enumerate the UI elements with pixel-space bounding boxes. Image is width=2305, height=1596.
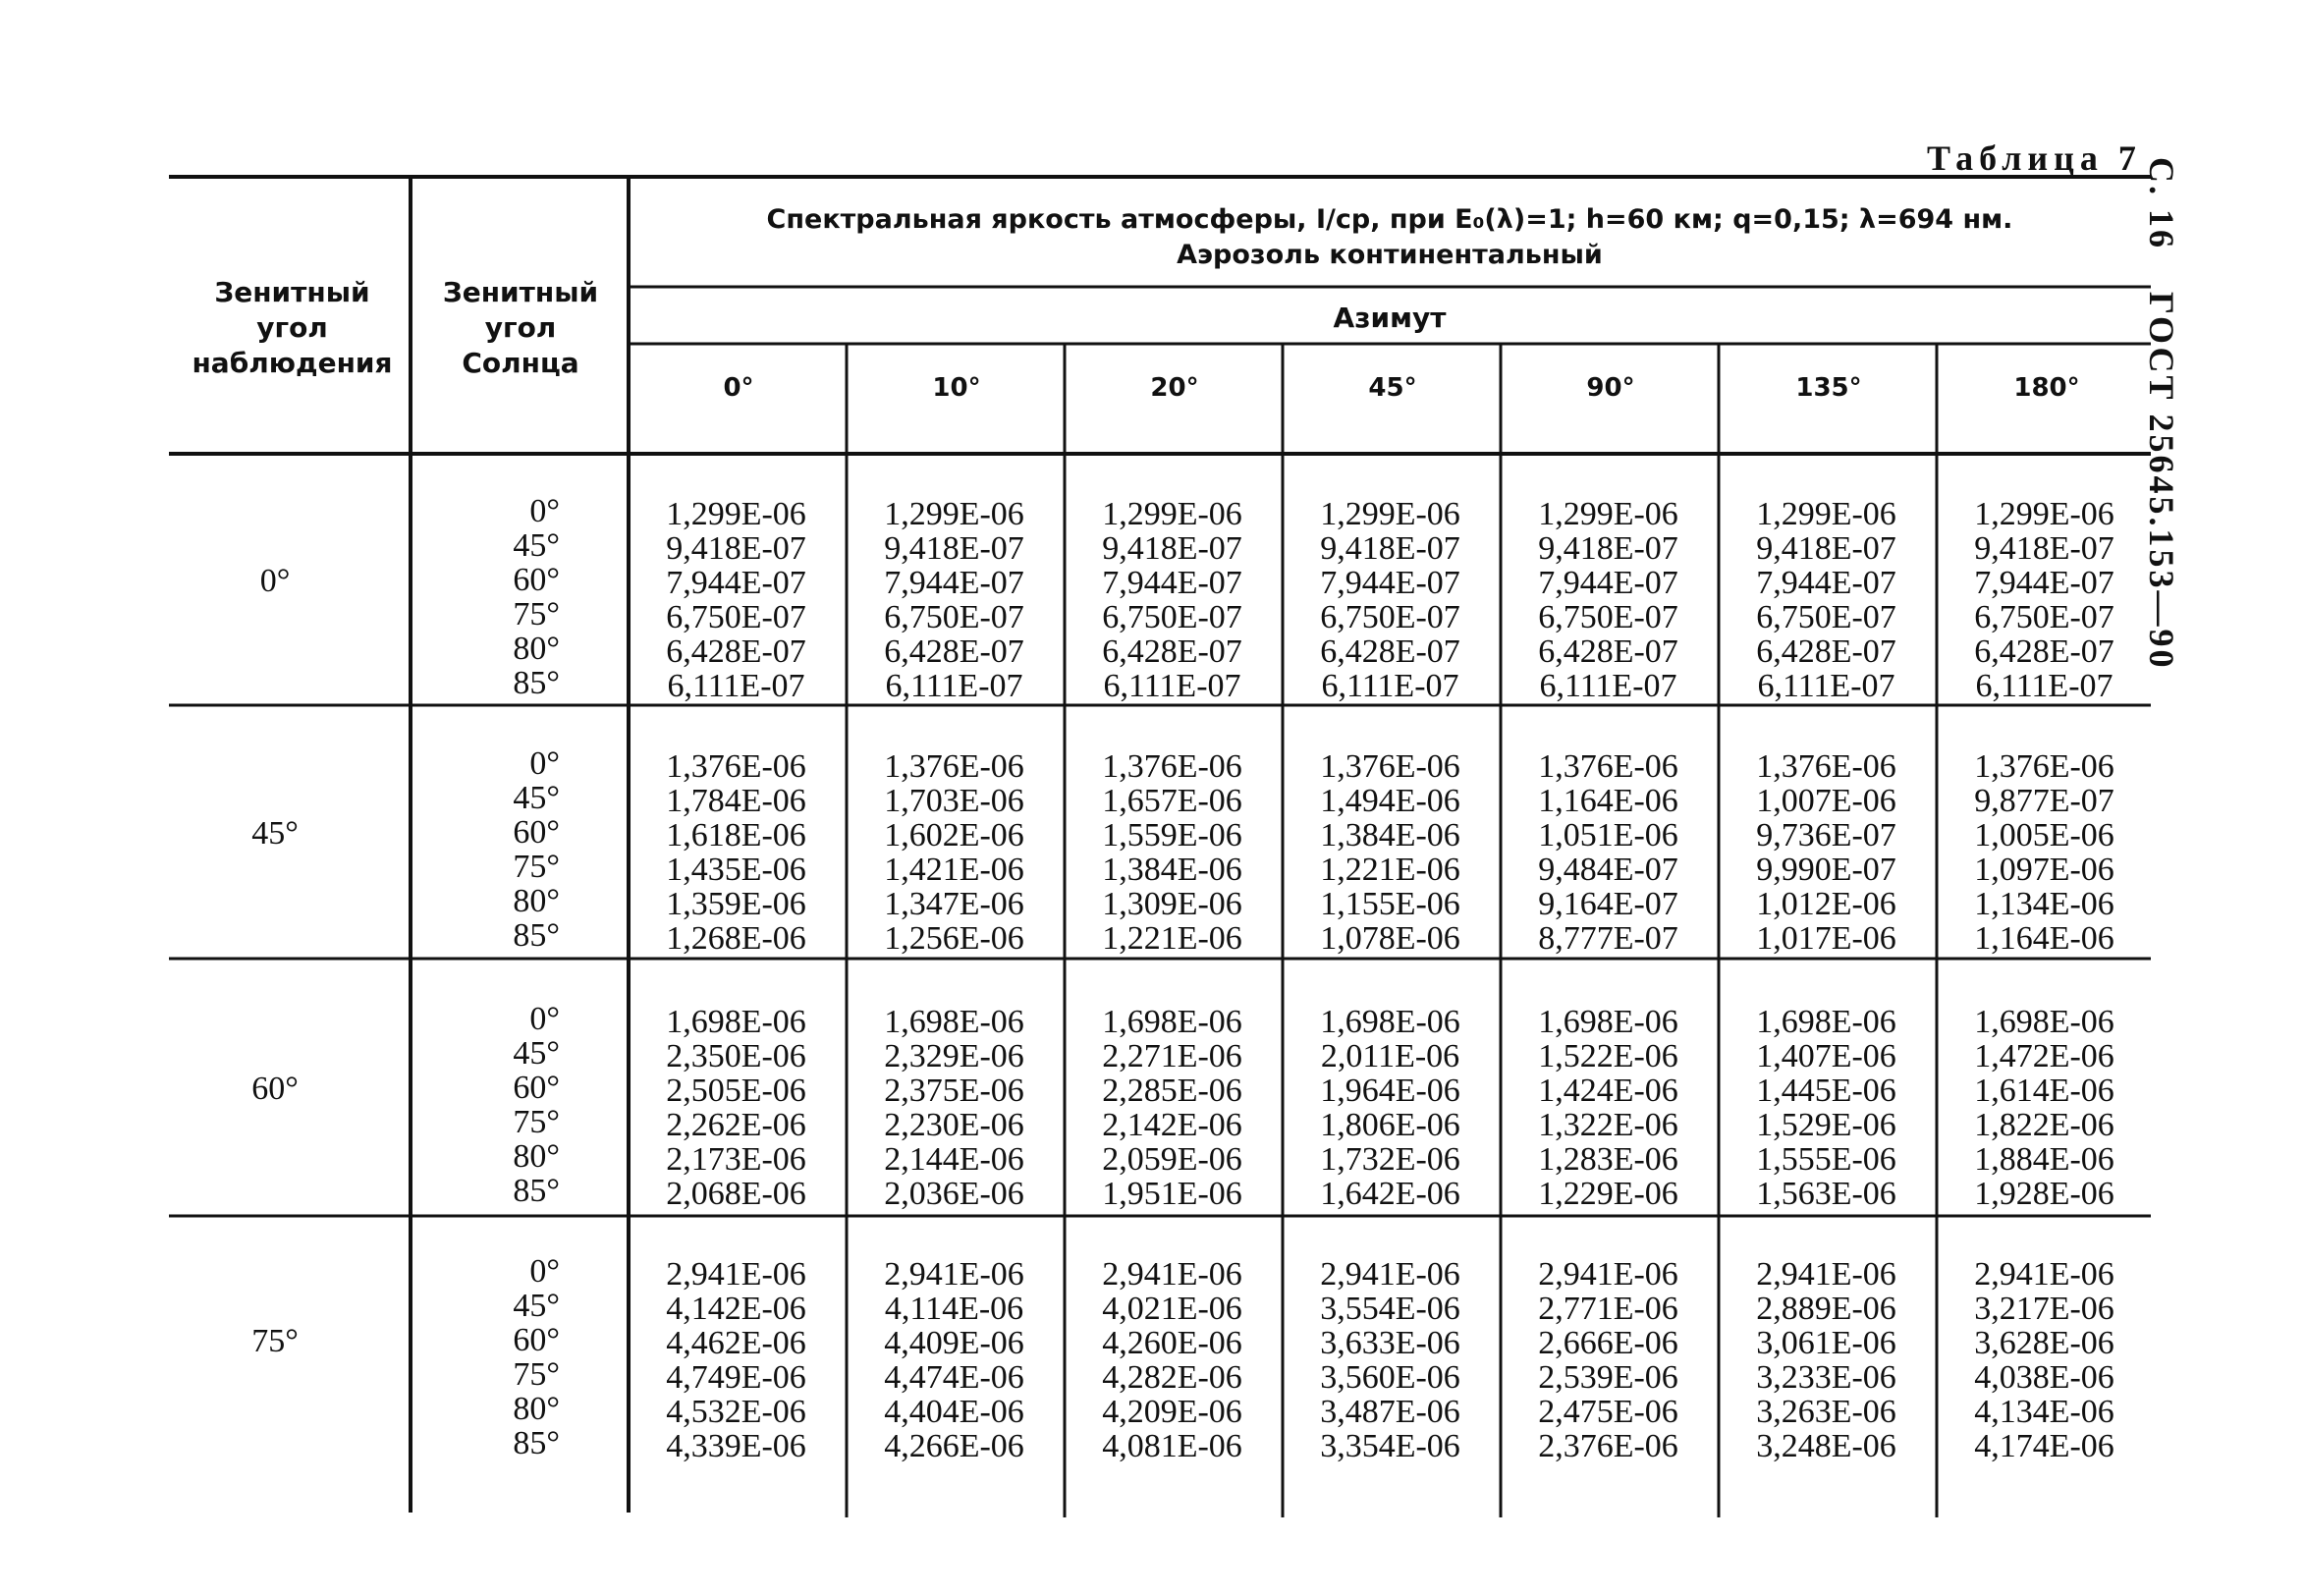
- azimuth-label-20: 20°: [1150, 373, 1199, 403]
- table-cell: 6,750E-07: [666, 599, 806, 635]
- table-cell: 2,285E-06: [1102, 1073, 1242, 1109]
- table-cell: 1,283E-06: [1538, 1141, 1678, 1178]
- table-cell: 1,376E-06: [1102, 748, 1242, 785]
- table-cell: 2,068E-06: [666, 1176, 806, 1212]
- table-cell: 6,111E-07: [1103, 668, 1241, 704]
- table-cell: 3,560E-06: [1320, 1359, 1460, 1396]
- table-cell: 1,376E-06: [1320, 748, 1460, 785]
- table-cell: 3,554E-06: [1320, 1291, 1460, 1327]
- sun-angle-value: 75°: [513, 596, 560, 633]
- table-cell: 2,375E-06: [884, 1073, 1024, 1109]
- table-cell: 1,299E-06: [1756, 496, 1896, 532]
- table-cell: 1,407E-06: [1756, 1038, 1896, 1074]
- obs-angle-header-line1: Зенитный: [214, 276, 370, 308]
- table-cell: 4,474E-06: [884, 1359, 1024, 1396]
- table-cell: 2,539E-06: [1538, 1359, 1678, 1396]
- table-cell: 1,384E-06: [1102, 852, 1242, 888]
- table-cell: 3,248E-06: [1756, 1428, 1896, 1464]
- table-cell: 1,698E-06: [1974, 1004, 2114, 1040]
- table-cell: 3,633E-06: [1320, 1325, 1460, 1361]
- table-cell: 4,409E-06: [884, 1325, 1024, 1361]
- table-cell: 1,928E-06: [1974, 1176, 2114, 1212]
- azimuth-label-0: 0°: [723, 373, 754, 403]
- table-cell: 2,941E-06: [1320, 1256, 1460, 1293]
- obs-angle-header: [187, 275, 398, 381]
- table-cell: 1,299E-06: [1974, 496, 2114, 532]
- table-cell: 2,666E-06: [1538, 1325, 1678, 1361]
- azimuth-header: Азимут: [1333, 302, 1447, 334]
- sun-angle-value: 60°: [513, 562, 560, 598]
- table-cell: 1,164E-06: [1538, 783, 1678, 819]
- obs-angle-value: 60°: [251, 1071, 299, 1107]
- table-cell: 4,339E-06: [666, 1428, 806, 1464]
- table-cell: 3,487E-06: [1320, 1394, 1460, 1430]
- table-cell: 1,017E-06: [1756, 920, 1896, 957]
- sun-angle-value: 45°: [513, 1035, 560, 1072]
- table-cell: 1,563E-06: [1756, 1176, 1896, 1212]
- table-cell: 1,472E-06: [1974, 1038, 2114, 1074]
- table-cell: 6,750E-07: [1974, 599, 2114, 635]
- table-cell: 1,732E-06: [1320, 1141, 1460, 1178]
- table-cell: 4,142E-06: [666, 1291, 806, 1327]
- sun-angle-value: 45°: [513, 1288, 560, 1324]
- table-cell: 1,005E-06: [1974, 817, 2114, 853]
- sun-angle-value: 75°: [513, 849, 560, 885]
- table-cell: 7,944E-07: [884, 565, 1024, 601]
- table-cell: 1,078E-06: [1320, 920, 1460, 957]
- table-cell: 3,263E-06: [1756, 1394, 1896, 1430]
- table-cell: 1,376E-06: [1538, 748, 1678, 785]
- sun-angle-value: 75°: [513, 1104, 560, 1140]
- table-cell: 1,529E-06: [1756, 1107, 1896, 1143]
- sun-angle-value: 80°: [513, 1138, 560, 1175]
- table-cell: 3,354E-06: [1320, 1428, 1460, 1464]
- table-cell: 4,260E-06: [1102, 1325, 1242, 1361]
- table-cell: 6,111E-07: [1539, 668, 1677, 704]
- table-cell: 2,771E-06: [1538, 1291, 1678, 1327]
- table-cell: 1,164E-06: [1974, 920, 2114, 957]
- table-cell: 2,230E-06: [884, 1107, 1024, 1143]
- table-cell: 1,376E-06: [666, 748, 806, 785]
- table-cell: 1,555E-06: [1756, 1141, 1896, 1178]
- table-cell: 1,698E-06: [884, 1004, 1024, 1040]
- table-cell: 2,376E-06: [1538, 1428, 1678, 1464]
- table-cell: 1,698E-06: [1320, 1004, 1460, 1040]
- table-cell: 4,209E-06: [1102, 1394, 1242, 1430]
- table-cell: 1,698E-06: [1538, 1004, 1678, 1040]
- table-cell: 2,036E-06: [884, 1176, 1024, 1212]
- table-cell: 2,011E-06: [1320, 1038, 1460, 1074]
- sun-angle-value: 0°: [529, 493, 560, 529]
- sun-angle-value: 75°: [513, 1356, 560, 1393]
- table-cell: 6,111E-07: [1757, 668, 1895, 704]
- table-cell: 1,822E-06: [1974, 1107, 2114, 1143]
- table-cell: 9,418E-07: [1102, 530, 1242, 567]
- table-cell: 1,951E-06: [1102, 1176, 1242, 1212]
- table-cell: 1,347E-06: [884, 886, 1024, 922]
- table-cell: 1,268E-06: [666, 920, 806, 957]
- obs-angle-header-line2: угол: [256, 311, 328, 344]
- sun-angle-header-line2: угол: [484, 311, 557, 344]
- table-cell: 2,941E-06: [1102, 1256, 1242, 1293]
- table-cell: 6,111E-07: [1321, 668, 1459, 704]
- table-cell: 2,173E-06: [666, 1141, 806, 1178]
- table-cell: 9,418E-07: [1974, 530, 2114, 567]
- table-cell: 7,944E-07: [666, 565, 806, 601]
- table-cell: 1,299E-06: [1102, 496, 1242, 532]
- table-cell: 4,532E-06: [666, 1394, 806, 1430]
- table-cell: 4,174E-06: [1974, 1428, 2114, 1464]
- table-cell: 6,428E-07: [884, 633, 1024, 670]
- table-cell: 9,877E-07: [1974, 783, 2114, 819]
- table-cell: 2,271E-06: [1102, 1038, 1242, 1074]
- table-cell: 9,484E-07: [1538, 852, 1678, 888]
- sun-angle-value: 45°: [513, 527, 560, 564]
- table-cell: 1,309E-06: [1102, 886, 1242, 922]
- table-cell: 6,750E-07: [1756, 599, 1896, 635]
- table-cell: 1,012E-06: [1756, 886, 1896, 922]
- table-cell: 4,038E-06: [1974, 1359, 2114, 1396]
- table-cell: 1,051E-06: [1538, 817, 1678, 853]
- sun-angle-header-line3: Солнца: [462, 347, 579, 379]
- table-cell: 2,350E-06: [666, 1038, 806, 1074]
- sun-angle-value: 80°: [513, 631, 560, 667]
- table-cell: 4,266E-06: [884, 1428, 1024, 1464]
- table-cell: 2,142E-06: [1102, 1107, 1242, 1143]
- table-cell: 1,221E-06: [1102, 920, 1242, 957]
- table-label: Таблица 7: [1927, 138, 2142, 178]
- page-number: С. 16: [2142, 157, 2181, 250]
- table-cell: 1,618E-06: [666, 817, 806, 853]
- table-cell: 3,217E-06: [1974, 1291, 2114, 1327]
- sun-angle-value: 85°: [513, 665, 560, 701]
- table-cell: 9,164E-07: [1538, 886, 1678, 922]
- table-cell: 1,376E-06: [1756, 748, 1896, 785]
- sun-angle-value: 0°: [529, 1253, 560, 1290]
- table-title-line2: Аэрозоль континентальный: [1177, 240, 1603, 270]
- table-cell: 1,522E-06: [1538, 1038, 1678, 1074]
- table-cell: 4,114E-06: [884, 1291, 1024, 1327]
- table-cell: 6,750E-07: [1538, 599, 1678, 635]
- table-cell: 3,061E-06: [1756, 1325, 1896, 1361]
- table-cell: 6,428E-07: [1974, 633, 2114, 670]
- azimuth-label-135: 135°: [1795, 373, 1862, 403]
- table-cell: 9,990E-07: [1756, 852, 1896, 888]
- sun-angle-value: 60°: [513, 1070, 560, 1106]
- table-cell: 1,007E-06: [1756, 783, 1896, 819]
- sun-angle-value: 0°: [529, 745, 560, 782]
- table-cell: 1,602E-06: [884, 817, 1024, 853]
- table-cell: 4,134E-06: [1974, 1394, 2114, 1430]
- table-cell: 1,964E-06: [1320, 1073, 1460, 1109]
- table-cell: 2,941E-06: [666, 1256, 806, 1293]
- table-cell: 1,134E-06: [1974, 886, 2114, 922]
- table-cell: 1,299E-06: [666, 496, 806, 532]
- table-cell: 4,749E-06: [666, 1359, 806, 1396]
- sun-angle-value: 60°: [513, 1322, 560, 1358]
- table-cell: 7,944E-07: [1538, 565, 1678, 601]
- table-title-line1: Спектральная яркость атмосферы, I/ср, при E₀(λ)=1; h=60 км; q=0,15; λ=694 нм.: [766, 204, 2013, 235]
- table-cell: 1,256E-06: [884, 920, 1024, 957]
- table-cell: 1,698E-06: [666, 1004, 806, 1040]
- table-cell: 4,282E-06: [1102, 1359, 1242, 1396]
- table-cell: 1,299E-06: [1538, 496, 1678, 532]
- table-cell: 6,750E-07: [1102, 599, 1242, 635]
- table-cell: 1,806E-06: [1320, 1107, 1460, 1143]
- table-cell: 2,262E-06: [666, 1107, 806, 1143]
- standard-number: ГОСТ 25645.153—90: [2142, 292, 2181, 671]
- sun-angle-value: 60°: [513, 814, 560, 851]
- table-cell: 1,698E-06: [1102, 1004, 1242, 1040]
- table-cell: 2,941E-06: [884, 1256, 1024, 1293]
- table-cell: 6,111E-07: [1975, 668, 2113, 704]
- table-cell: 7,944E-07: [1974, 565, 2114, 601]
- table-cell: 6,428E-07: [1538, 633, 1678, 670]
- table-cell: 9,418E-07: [666, 530, 806, 567]
- table-cell: 1,229E-06: [1538, 1176, 1678, 1212]
- table-cell: 7,944E-07: [1102, 565, 1242, 601]
- table-cell: 6,111E-07: [885, 668, 1023, 704]
- table-cell: 1,299E-06: [884, 496, 1024, 532]
- table-title: [638, 202, 2141, 273]
- table-cell: 6,750E-07: [1320, 599, 1460, 635]
- table-cell: 4,404E-06: [884, 1394, 1024, 1430]
- sun-angle-value: 80°: [513, 883, 560, 919]
- table-cell: 1,657E-06: [1102, 783, 1242, 819]
- obs-angle-value: 45°: [251, 815, 299, 852]
- table-cell: 9,418E-07: [884, 530, 1024, 567]
- azimuth-label-10: 10°: [932, 373, 981, 403]
- table-cell: 1,784E-06: [666, 783, 806, 819]
- sun-angle-value: 80°: [513, 1391, 560, 1427]
- table-cell: 1,445E-06: [1756, 1073, 1896, 1109]
- table-cell: 4,021E-06: [1102, 1291, 1242, 1327]
- obs-angle-value: 0°: [259, 563, 291, 599]
- table-cell: 6,111E-07: [667, 668, 805, 704]
- table-cell: 2,889E-06: [1756, 1291, 1896, 1327]
- table-cell: 1,494E-06: [1320, 783, 1460, 819]
- azimuth-label-180: 180°: [2013, 373, 2080, 403]
- table-cell: 3,628E-06: [1974, 1325, 2114, 1361]
- table-cell: 1,435E-06: [666, 852, 806, 888]
- sun-angle-value: 0°: [529, 1001, 560, 1037]
- table-cell: 4,081E-06: [1102, 1428, 1242, 1464]
- table-cell: 2,059E-06: [1102, 1141, 1242, 1178]
- table-cell: 1,376E-06: [884, 748, 1024, 785]
- table-cell: 6,428E-07: [666, 633, 806, 670]
- table-cell: 1,155E-06: [1320, 886, 1460, 922]
- sun-angle-value: 85°: [513, 1173, 560, 1209]
- table-cell: 2,941E-06: [1756, 1256, 1896, 1293]
- table-cell: 2,505E-06: [666, 1073, 806, 1109]
- table-cell: 2,941E-06: [1538, 1256, 1678, 1293]
- obs-angle-value: 75°: [251, 1323, 299, 1359]
- table-cell: 9,418E-07: [1756, 530, 1896, 567]
- sun-angle-header-line1: Зенитный: [442, 276, 599, 308]
- table-cell: 1,614E-06: [1974, 1073, 2114, 1109]
- sun-angle-value: 85°: [513, 1425, 560, 1461]
- table-cell: 2,329E-06: [884, 1038, 1024, 1074]
- table-cell: 1,421E-06: [884, 852, 1024, 888]
- table-cell: 9,418E-07: [1538, 530, 1678, 567]
- table-cell: 1,384E-06: [1320, 817, 1460, 853]
- sun-angle-value: 45°: [513, 780, 560, 816]
- table-cell: 1,322E-06: [1538, 1107, 1678, 1143]
- table-cell: 6,750E-07: [884, 599, 1024, 635]
- table-cell: 1,221E-06: [1320, 852, 1460, 888]
- sun-angle-value: 85°: [513, 917, 560, 954]
- table-cell: 2,941E-06: [1974, 1256, 2114, 1293]
- table-cell: 6,428E-07: [1756, 633, 1896, 670]
- table-cell: 6,428E-07: [1320, 633, 1460, 670]
- table-cell: 1,424E-06: [1538, 1073, 1678, 1109]
- table-cell: 9,736E-07: [1756, 817, 1896, 853]
- table-cell: 1,884E-06: [1974, 1141, 2114, 1178]
- table-cell: 2,475E-06: [1538, 1394, 1678, 1430]
- table-cell: 3,233E-06: [1756, 1359, 1896, 1396]
- table-cell: 1,703E-06: [884, 783, 1024, 819]
- azimuth-label-90: 90°: [1586, 373, 1635, 403]
- table-cell: 2,144E-06: [884, 1141, 1024, 1178]
- table-cell: 1,642E-06: [1320, 1176, 1460, 1212]
- table-cell: 1,376E-06: [1974, 748, 2114, 785]
- table-cell: 1,299E-06: [1320, 496, 1460, 532]
- azimuth-label-45: 45°: [1368, 373, 1417, 403]
- table-cell: 6,428E-07: [1102, 633, 1242, 670]
- table-cell: 9,418E-07: [1320, 530, 1460, 567]
- table-cell: 1,698E-06: [1756, 1004, 1896, 1040]
- sun-angle-header: [422, 275, 619, 381]
- obs-angle-header-line3: наблюдения: [192, 347, 393, 379]
- table-cell: 7,944E-07: [1320, 565, 1460, 601]
- table-cell: 8,777E-07: [1538, 920, 1678, 957]
- table-cell: 1,097E-06: [1974, 852, 2114, 888]
- table-cell: 1,559E-06: [1102, 817, 1242, 853]
- table-cell: 4,462E-06: [666, 1325, 806, 1361]
- table-cell: 1,359E-06: [666, 886, 806, 922]
- table-cell: 7,944E-07: [1756, 565, 1896, 601]
